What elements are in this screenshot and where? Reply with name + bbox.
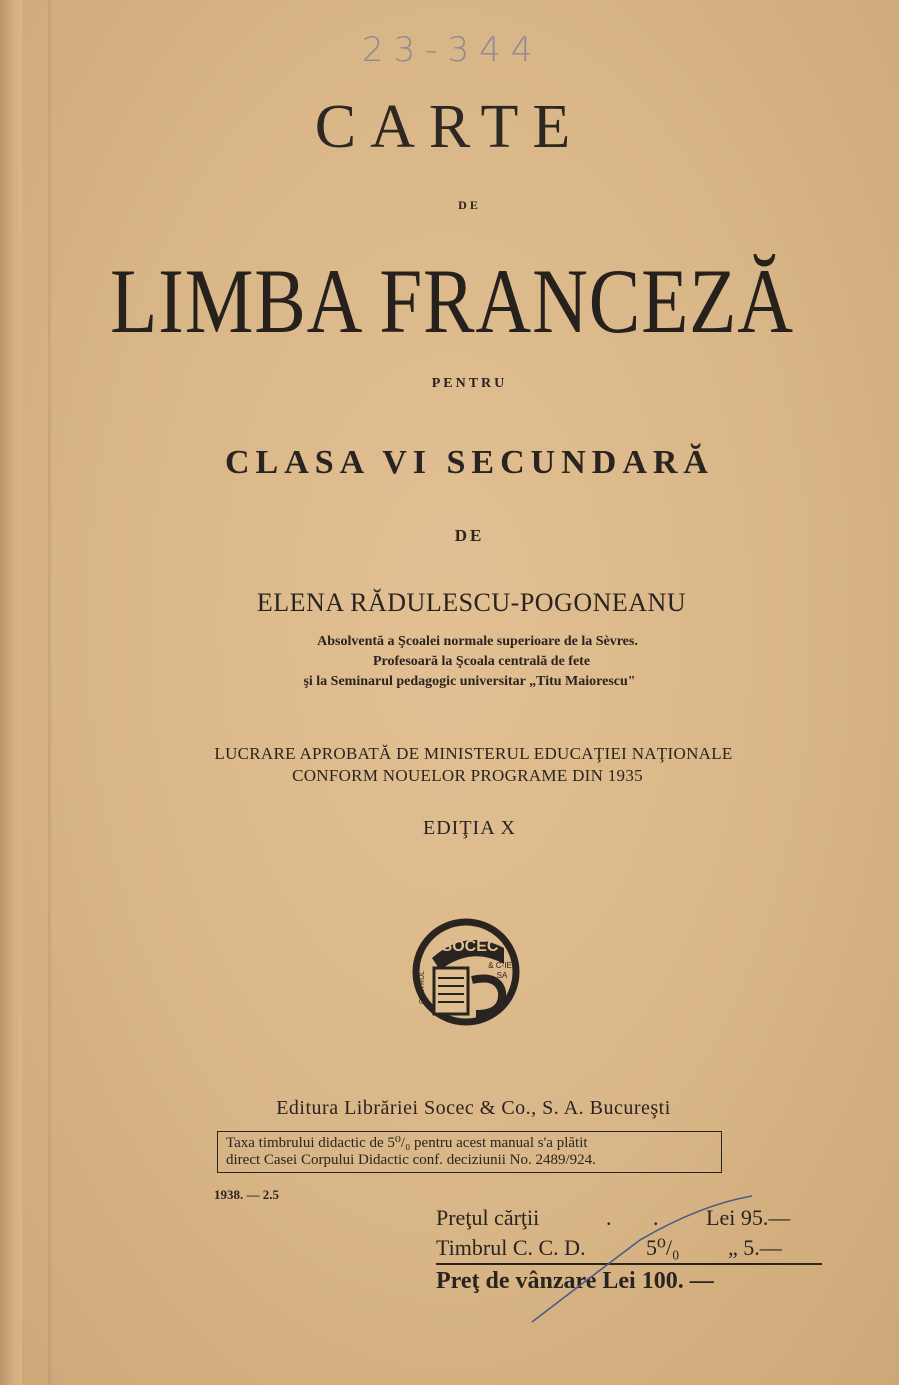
author-credential: Absolventă a Şcoalei normale superioare de la Sèvres. <box>317 634 638 649</box>
handwritten-number: 23-344 <box>362 30 543 70</box>
author-name: ELENA RĂDULESCU-POGONEANU <box>256 588 687 617</box>
tax-notice-line: Taxa timbrului didactic de 5⁰/₀ pentru acest manual s'a plătit <box>226 1135 588 1151</box>
price-dots: . . <box>606 1205 677 1230</box>
title-pentru: PENTRU <box>431 376 508 391</box>
logo-subtext: & C-IE <box>488 961 512 970</box>
title-clasa: CLASA VI SECUNDARĂ <box>224 444 714 481</box>
author-credential: şi la Seminarul pedagogic universitar „Titu Maiorescu" <box>303 674 636 689</box>
title-de: DE <box>458 198 481 212</box>
logo-subtext: SA <box>496 971 508 980</box>
edition-label: EDIŢIA X <box>423 817 516 839</box>
author-credential: Profesoară la Şcoala centrală de fete <box>372 654 591 669</box>
price-label: Preţul cărţii <box>436 1205 540 1230</box>
sale-price: Preţ de vânzare Lei 100. — <box>436 1268 714 1294</box>
approval-line: CONFORM NOUELOR PROGRAME DIN 1935 <box>292 766 643 785</box>
stamp-rate: 5⁰/₀ <box>646 1235 680 1260</box>
price-value: Lei 95.— <box>706 1205 791 1230</box>
title-de-author: DE <box>454 526 485 545</box>
approval-line: LUCRARE APROBATĂ DE MINISTERUL EDUCAŢIEI NAŢIONALE <box>214 744 733 763</box>
stamp-value: „ 5.— <box>728 1235 782 1260</box>
print-code: 1938. — 2.5 <box>214 1187 279 1202</box>
logo-side-text: CENTRUL <box>419 970 426 1004</box>
title-carte: CARTE <box>314 93 585 161</box>
logo-text: SOCEC <box>441 938 499 955</box>
stamp-label: Timbrul C. C. D. <box>436 1235 586 1260</box>
title-limba-franceza: LIMBA FRANCEZĂ <box>110 250 794 352</box>
tax-notice-line: direct Casei Corpului Didactic conf. deciziunii No. 2489/924. <box>226 1152 596 1168</box>
publisher-line: Editura Librăriei Socec & Co., S. A. Bucureşti <box>276 1097 671 1119</box>
